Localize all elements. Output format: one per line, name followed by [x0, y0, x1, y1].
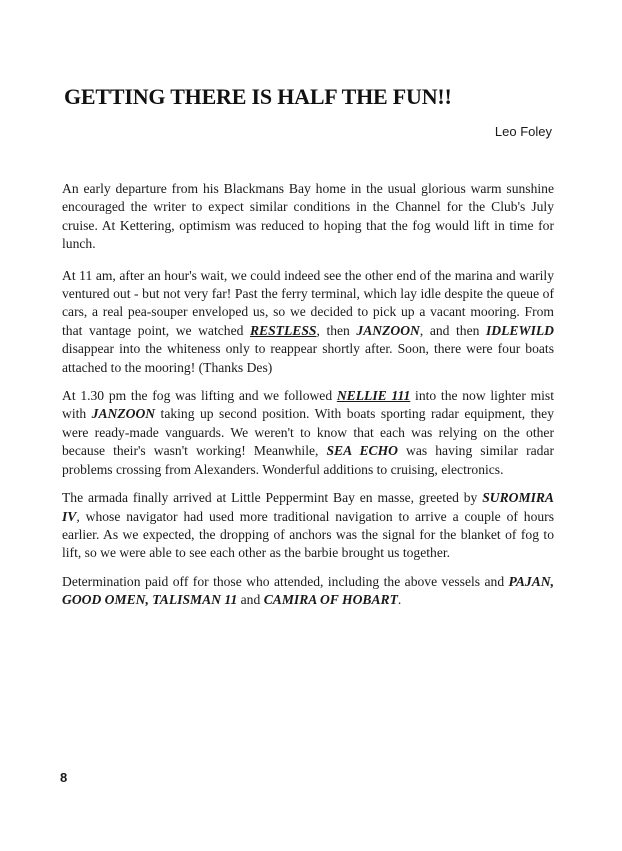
vessel-name: CAMIRA OF HOBART [263, 592, 398, 608]
vessel-name: JANZOON [356, 322, 420, 338]
paragraph-4 [62, 489, 554, 563]
paragraph-text: Determination paid off for those who attended, including the above vessels and [62, 573, 509, 589]
paragraph-text: taking up second position. With boats sporting radar equipment, they were ready-made vanguards. We weren't to know that each was relying on the other because their's wasn't working! Meanwhile, [62, 406, 554, 459]
vessel-name: SUROMIRA IV [62, 490, 554, 524]
paragraph-1: An early departure from his Blackmans Bay home in the usual glorious warm sunshine encouraged the writer to expect similar conditions in the Channel for the Club's July cruise. At Kettering, optimism was reduced to hoping that the fog would lift in time for lunch. [62, 181, 554, 252]
author-name: Leo Foley [494, 124, 552, 139]
paragraph-3 [62, 387, 554, 479]
article-body [62, 180, 554, 620]
vessel-name: RESTLESS [249, 322, 317, 338]
paragraph-text: was having similar radar problems crossing from Alexanders. Wonderful additions to cruising, electronics. [62, 443, 555, 477]
paragraph-2 [62, 267, 554, 377]
paragraph-text: At 1.30 pm the fog was lifting and we followed [62, 388, 337, 404]
paragraph-text: . [397, 592, 402, 608]
paragraph-5 [62, 573, 554, 610]
paragraph-text: The armada finally arrived at Little Peppermint Bay en masse, greeted by [62, 490, 483, 506]
vessel-name: IDLEWILD [486, 322, 554, 338]
article-title: GETTING THERE IS HALF THE FUN!! [64, 84, 452, 109]
paragraph-text: disappear into the whiteness only to reappear shortly after. Soon, there were four boats attached to the mooring! (Thanks Des) [62, 341, 554, 375]
vessel-name: SEA ECHO [326, 443, 398, 459]
paragraph-text: into the now lighter mist with [62, 388, 554, 422]
paragraph-text: , whose navigator had used more traditional navigation to arrive a couple of hours earlier. As we expected, the dropping of anchors was the signal for the blanket of fog to lift, so we were able to see each other as the barbie brought us together. [62, 508, 554, 561]
paragraph-text: and [237, 592, 264, 608]
vessel-name: PAJAN, GOOD OMEN, TALISMAN 11 [62, 573, 554, 608]
paragraph-text: , then [316, 322, 357, 338]
vessel-name: NELLIE 111 [336, 388, 411, 404]
paragraph-text: At 11 am, after an hour's wait, we could indeed see the other end of the marina and warily ventured out - but not very far! Past the ferry terminal, which lay idle despite the queue of cars, a real pea-souper enveloped us, so we decided to pick up a vacant mooring. From that vantage point, we watched [62, 267, 554, 338]
page-number: 8 [60, 770, 68, 785]
vessel-name: JANZOON [91, 406, 156, 422]
paragraph-text: , and then [419, 322, 486, 338]
